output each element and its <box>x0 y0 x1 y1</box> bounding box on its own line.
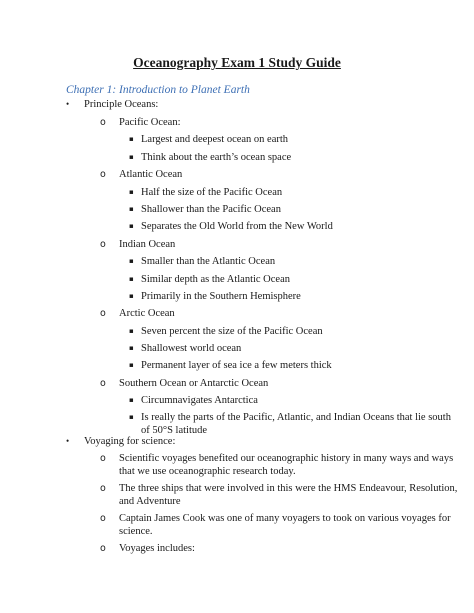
square-bullet-icon: ▪ <box>129 275 134 283</box>
square-bullet-icon: ▪ <box>129 361 134 369</box>
list-item-indian-ocean: Indian Ocean <box>119 239 176 250</box>
list-item: Is really the parts of the Pacific, Atlantic, and Indian Oceans that lie south <box>141 412 451 423</box>
list-item-continuation: science. <box>119 526 153 537</box>
list-item-southern-ocean: Southern Ocean or Antarctic Ocean <box>119 378 269 389</box>
list-item: Captain James Cook was one of many voyagers to took on various voyages for <box>119 513 451 524</box>
circle-bullet-icon: o <box>100 239 106 250</box>
circle-bullet-icon: o <box>100 378 106 389</box>
list-item: Voyages includes: <box>119 543 195 554</box>
list-item: Scientific voyages benefited our oceanographic history in many ways and ways <box>119 453 454 464</box>
list-item: Seven percent the size of the Pacific Ocean <box>141 326 323 337</box>
square-bullet-icon: ▪ <box>129 327 134 335</box>
list-item: Half the size of the Pacific Ocean <box>141 187 283 198</box>
circle-bullet-icon: o <box>100 543 106 554</box>
circle-bullet-icon: o <box>100 453 106 464</box>
list-item: Permanent layer of sea ice a few meters thick <box>141 360 332 371</box>
chapter-heading: Chapter 1: Introduction to Planet Earth <box>66 84 250 96</box>
list-item: Primarily in the Southern Hemisphere <box>141 291 301 302</box>
square-bullet-icon: ▪ <box>129 413 134 421</box>
list-item: The three ships that were involved in this were the HMS Endeavour, Resolution, <box>119 483 458 494</box>
bullet-icon: • <box>66 436 70 446</box>
square-bullet-icon: ▪ <box>129 257 134 265</box>
square-bullet-icon: ▪ <box>129 188 134 196</box>
square-bullet-icon: ▪ <box>129 205 134 213</box>
list-item: Largest and deepest ocean on earth <box>141 134 289 145</box>
circle-bullet-icon: o <box>100 117 106 128</box>
list-item-voyaging: Voyaging for science: <box>84 436 176 447</box>
list-item-atlantic-ocean: Atlantic Ocean <box>119 169 183 180</box>
square-bullet-icon: ▪ <box>129 222 134 230</box>
list-item-arctic-ocean: Arctic Ocean <box>119 308 175 319</box>
circle-bullet-icon: o <box>100 169 106 180</box>
list-item: Shallower than the Pacific Ocean <box>141 204 281 215</box>
list-item: Shallowest world ocean <box>141 343 242 354</box>
list-item: Similar depth as the Atlantic Ocean <box>141 274 290 285</box>
list-item: Smaller than the Atlantic Ocean <box>141 256 276 267</box>
circle-bullet-icon: o <box>100 513 106 524</box>
list-item: Separates the Old World from the New World <box>141 221 333 232</box>
square-bullet-icon: ▪ <box>129 344 134 352</box>
list-item: Circumnavigates Antarctica <box>141 395 258 406</box>
list-item-continuation: that we use oceanographic research today. <box>119 466 296 477</box>
list-item: Think about the earth’s ocean space <box>141 152 292 163</box>
list-item-continuation: of 50°S latitude <box>141 425 208 436</box>
list-item-pacific-ocean: Pacific Ocean: <box>119 117 181 128</box>
list-item-principle-oceans: Principle Oceans: <box>84 99 159 110</box>
square-bullet-icon: ▪ <box>129 153 134 161</box>
bullet-icon: • <box>66 99 70 109</box>
document-title: Oceanography Exam 1 Study Guide <box>133 55 341 70</box>
circle-bullet-icon: o <box>100 483 106 494</box>
list-item-continuation: and Adventure <box>119 496 181 507</box>
square-bullet-icon: ▪ <box>129 396 134 404</box>
square-bullet-icon: ▪ <box>129 135 134 143</box>
square-bullet-icon: ▪ <box>129 292 134 300</box>
circle-bullet-icon: o <box>100 308 106 319</box>
